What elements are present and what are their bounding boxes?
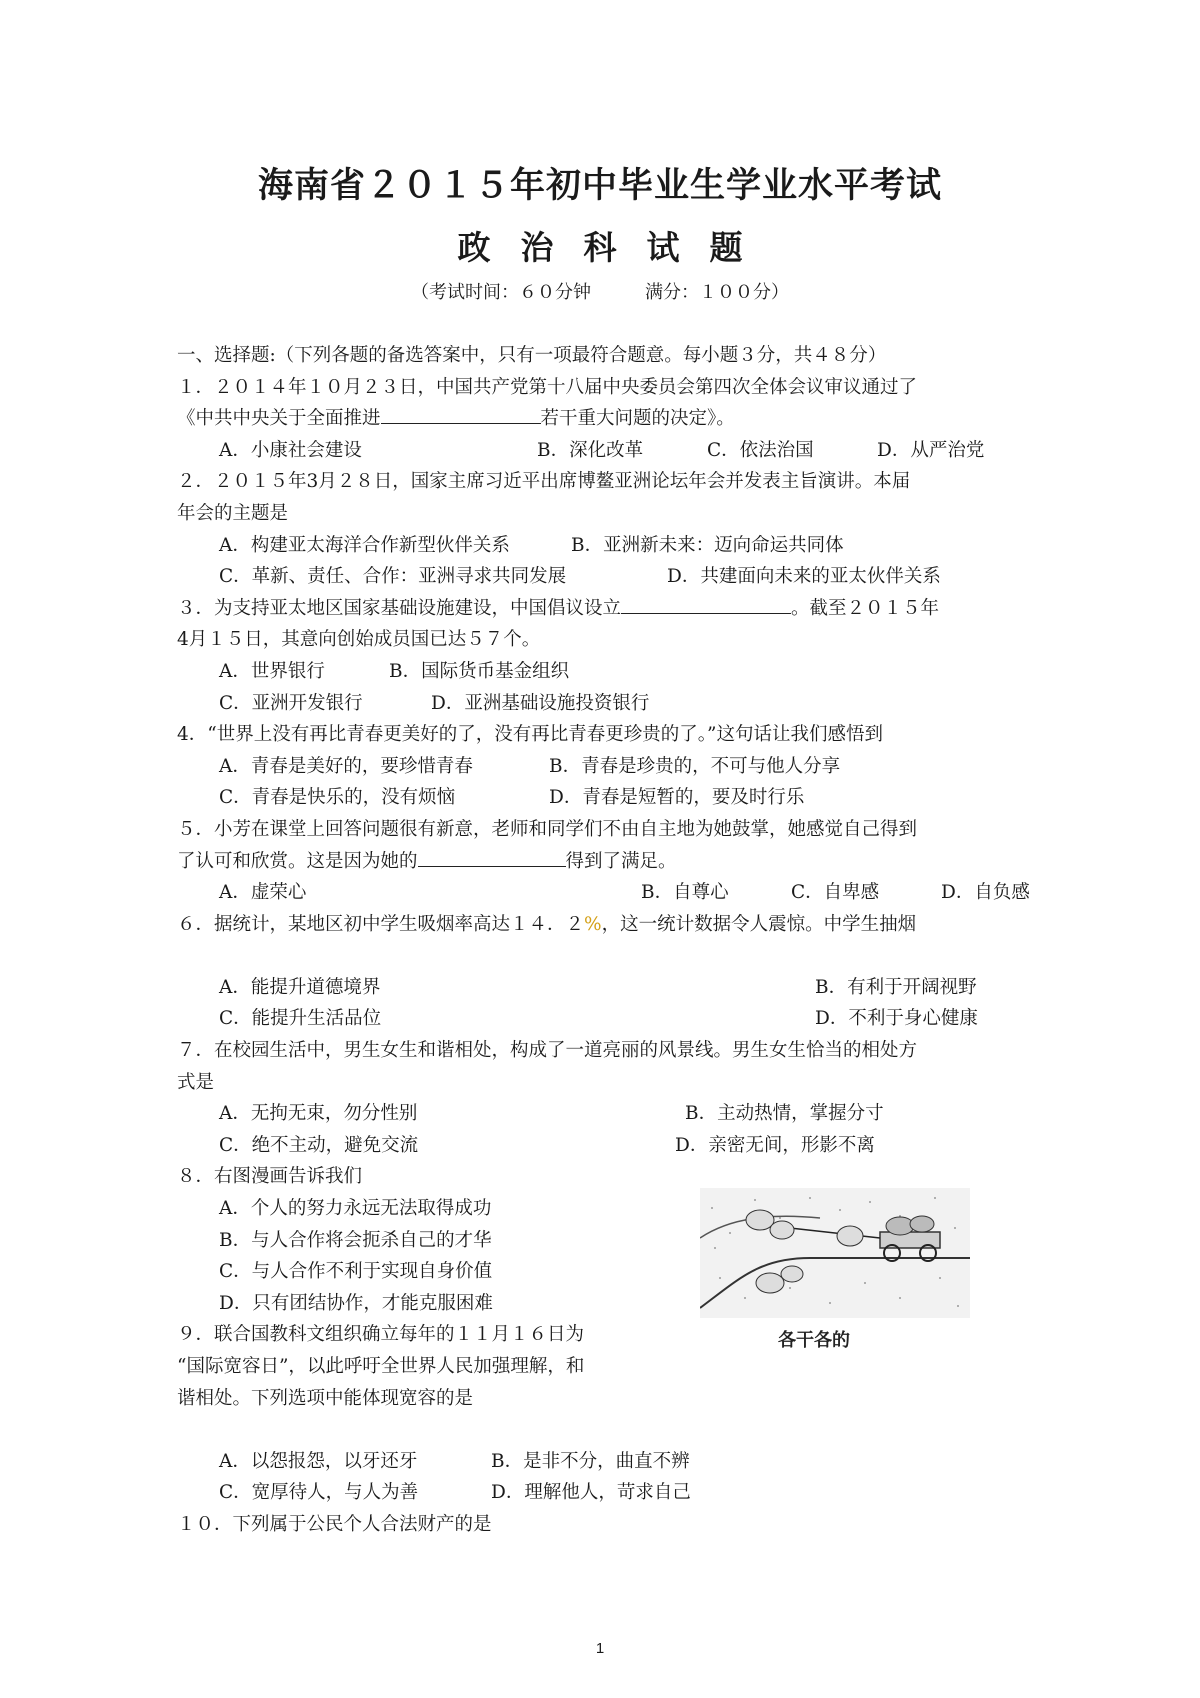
q3-stem-a1: ３．为支持亚太地区国家基础设施建设，中国倡议设立 (177, 597, 622, 619)
q3-option-b: B．国际货币基金组织 (389, 660, 570, 682)
q4-option-b: B．青春是珍贵的，不可与他人分享 (549, 755, 841, 777)
q1-stem-b (177, 403, 1037, 435)
q5-options (177, 877, 1037, 909)
q5-stem-b1: 了认可和欣赏。这是因为她的 (177, 850, 418, 872)
q2-option-b: B．亚洲新未来：迈向命运共同体 (571, 534, 844, 556)
q4-option-d: D．青春是短暂的，要及时行乐 (549, 787, 805, 809)
q8-option-d: D．只有团结协作，才能克服困难 (219, 1292, 493, 1314)
q7-option-b: B．主动热情，掌握分寸 (685, 1103, 884, 1125)
q9-stem-c: 谐相处。下列选项中能体现宽容的是 (177, 1387, 474, 1409)
comic-background (700, 1188, 970, 1318)
q3-option-c: C．亚洲开发银行 (219, 692, 363, 714)
q6-stem-a: ６．据统计，某地区初中学生吸烟率高达１４．２ (177, 913, 585, 935)
q1-stem-b2: 若干重大问题的决定》。 (540, 408, 735, 430)
q7-stem-a: ７．在校园生活中，男生女生和谐相处，构成了一道亮丽的风景线。男生女生恰当的相处方 (177, 1040, 918, 1062)
q4-option-a: A．青春是美好的，要珍惜青春 (219, 755, 473, 777)
q4-option-c: C．青春是快乐的，没有烦恼 (219, 787, 456, 809)
q5-option-a: A．虚荣心 (219, 882, 307, 904)
q1-options (177, 435, 1037, 467)
q1-blank (381, 403, 541, 424)
q1-option-c: C．依法治国 (707, 439, 814, 461)
q5-stem-b2: 得到了满足。 (565, 850, 677, 872)
q6-option-d: D．不利于身心健康 (815, 1008, 978, 1030)
q5-option-c: C．自卑感 (791, 882, 880, 904)
q3-options-cd (177, 688, 1037, 720)
q4-options-cd (177, 782, 1037, 814)
q9-stem-b: “国际宽容日”，以此呼吁全世界人民加强理解，和 (177, 1356, 585, 1377)
q8-stem: ８．右图漫画告诉我们 (177, 1166, 363, 1188)
q6-stem (177, 909, 1037, 941)
q6-percent-sign: % (584, 913, 602, 935)
page-number: 1 (595, 1640, 605, 1657)
q8-option-c: C．与人合作不利于实现自身价值 (219, 1261, 493, 1283)
q3-options-ab (177, 656, 1037, 688)
q5-option-d: D．自负感 (941, 882, 1030, 904)
q2-stem-b: 年会的主题是 (177, 502, 289, 524)
q3-stem-b: 4月１５日，其意向创始成员国已达５７个。 (177, 629, 541, 651)
q9-options-ab (177, 1446, 1037, 1478)
q5-stem-a: ５．小芳在课堂上回答问题很有新意，老师和同学们不由自主地为她鼓掌，她感觉自己得到 (177, 818, 918, 840)
q2-option-a: A．构建亚太海洋合作新型伙伴关系 (219, 534, 510, 556)
q9-option-c: C．宽厚待人，与人为善 (219, 1482, 419, 1504)
q9-blank-line (177, 1414, 1037, 1446)
exam-info: （考试时间：６０分钟 满分：１００分） (411, 282, 789, 303)
exam-title: 海南省２０１５年初中毕业生学业水平考试 (257, 165, 942, 206)
q1-option-d: D．从严治党 (877, 439, 985, 461)
q1-option-b: B．深化改革 (537, 439, 644, 461)
question-body (177, 340, 1037, 1541)
q3-stem-a (177, 593, 1037, 625)
q2-option-c: C．革新、责任、合作：亚洲寻求共同发展 (219, 566, 567, 588)
q10-stem: １０．下列属于公民个人合法财产的是 (177, 1513, 492, 1535)
q2-options-cd (177, 561, 1037, 593)
section-heading: 一、选择题:（下列各题的备选答案中，只有一项最符合题意。每小题３分，共４８分） (177, 345, 887, 366)
q6-stem-b: ，这一统计数据令人震惊。中学生抽烟 (601, 913, 917, 935)
q9-option-a: A．以怨报怨，以牙还牙 (219, 1450, 418, 1472)
q3-stem-a2: 。截至２０１５年 (791, 597, 940, 619)
q3-option-a: A．世界银行 (219, 660, 325, 682)
q2-options-ab (177, 530, 1037, 562)
q6-option-c: C．能提升生活品位 (219, 1008, 382, 1030)
q2-stem-a: ２．２０１５年3月２８日，国家主席习近平出席博鳌亚洲论坛年会并发表主旨演讲。本届 (177, 471, 911, 493)
q7-options-ab (177, 1098, 1037, 1130)
q7-option-a: A．无拘无束，勿分性别 (219, 1103, 418, 1125)
q2-option-d: D．共建面向未来的亚太伙伴关系 (667, 566, 941, 588)
q3-blank (621, 593, 791, 614)
q7-options-cd (177, 1130, 1037, 1162)
q7-option-c: C．绝不主动，避免交流 (219, 1134, 419, 1156)
q6-options-cd (177, 1003, 1037, 1035)
q5-stem-b (177, 846, 1037, 878)
q7-stem-b: 式是 (177, 1071, 215, 1093)
q6-options-ab (177, 972, 1037, 1004)
comic-illustration (700, 1188, 970, 1358)
q4-options-ab (177, 751, 1037, 783)
q9-options-cd (177, 1477, 1037, 1509)
q6-option-b: B．有利于开阔视野 (815, 976, 977, 998)
q1-stem-a: １．２０１４年１０月２３日，中国共产党第十八届中央委员会第四次全体会议审议通过了 (177, 376, 918, 398)
q7-option-d: D．亲密无间，形影不离 (675, 1134, 875, 1156)
comic-caption: 各干各的 (778, 1330, 850, 1351)
q5-blank (418, 846, 566, 867)
q8-option-b: B．与人合作将会扼杀自己的才华 (219, 1229, 492, 1251)
q6-blank-line (177, 940, 1037, 972)
q4-stem: 4．“世界上没有再比青春更美好的了，没有再比青春更珍贵的了。”这句话让我们感悟到 (177, 724, 883, 746)
q1-option-a: A．小康社会建设 (219, 439, 362, 461)
q9-stem-a: ９．联合国教科文组织确立每年的１１月１６日为 (177, 1324, 585, 1346)
q9-option-d: D．理解他人，苛求自己 (491, 1482, 691, 1504)
q9-option-b: B．是非不分，曲直不辨 (491, 1450, 690, 1472)
q3-option-d: D．亚洲基础设施投资银行 (431, 692, 650, 714)
q1-stem-b1: 《中共中央关于全面推进 (177, 408, 381, 430)
subject-title: 政治科试题 (457, 228, 773, 267)
q5-option-b: B．自尊心 (641, 882, 729, 904)
q6-option-a: A．能提升道德境界 (219, 976, 381, 998)
q8-option-a: A．个人的努力永远无法取得成功 (219, 1198, 492, 1220)
